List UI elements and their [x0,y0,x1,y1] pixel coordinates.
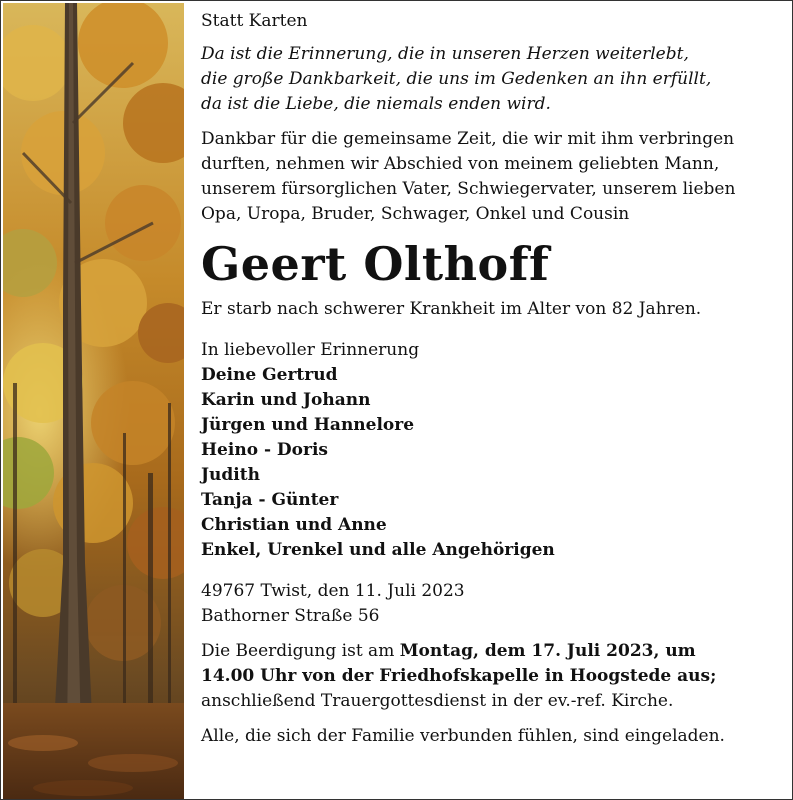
poem-line: Da ist die Erinnerung, die in unseren Herzen weiterlebt, [201,44,689,64]
mourner-name: Christian und Anne [201,515,387,535]
statt-karten-label: Statt Karten [201,11,308,31]
poem-line: die große Dankbarkeit, die uns im Gedenken an ihn erfüllt, [201,69,712,89]
funeral-line-1 [201,639,763,664]
mourner-name: Judith [201,465,260,485]
deceased-name: Geert Olthoff [201,237,550,291]
intro-line: Dankbar für die gemeinsame Zeit, die wir mit ihm verbringen [201,129,735,149]
mourner-name: Jürgen und Hannelore [201,415,415,435]
death-note: Er starb nach schwerer Krankheit im Alter von 82 Jahren. [201,299,702,319]
intro-line: Opa, Uropa, Bruder, Schwager, Onkel und Cousin [201,204,630,224]
mourner-name: Tanja - Günter [201,490,339,510]
poem-line: da ist die Liebe, die niemals enden wird. [201,94,551,114]
funeral-service: anschließend Trauergottesdienst in der ev.-ref. Kirche. [201,691,674,711]
place-date: 49767 Twist, den 11. Juli 2023 [201,581,465,601]
address-block [201,579,763,629]
funeral-notice [201,639,763,714]
intro-paragraph [201,127,763,227]
mourner-name: Deine Gertrud [201,365,338,385]
funeral-date: Montag, dem 17. Juli 2023, um [399,641,696,661]
mourners-list [201,338,763,563]
intro-line: unserem fürsorglichen Vater, Schwiegervater, unserem lieben [201,179,736,199]
autumn-forest-photo [3,3,184,799]
mourner-name: Karin und Johann [201,390,371,410]
memorial-poem [201,42,763,117]
obituary-text [201,9,763,749]
street-address: Bathorner Straße 56 [201,606,380,626]
mourner-name: Enkel, Urenkel und alle Angehörigen [201,540,555,560]
funeral-time-place: 14.00 Uhr von der Friedhofskapelle in Hoogstede aus; [201,666,717,686]
mourner-name: Heino - Doris [201,440,328,460]
intro-line: durften, nehmen wir Abschied von meinem geliebten Mann, [201,154,720,174]
mourners-heading: In liebevoller Erinnerung [201,340,420,360]
funeral-pre: Die Beerdigung ist am [201,641,400,661]
closing-invitation: Alle, die sich der Familie verbunden fühlen, sind eingeladen. [201,726,725,746]
